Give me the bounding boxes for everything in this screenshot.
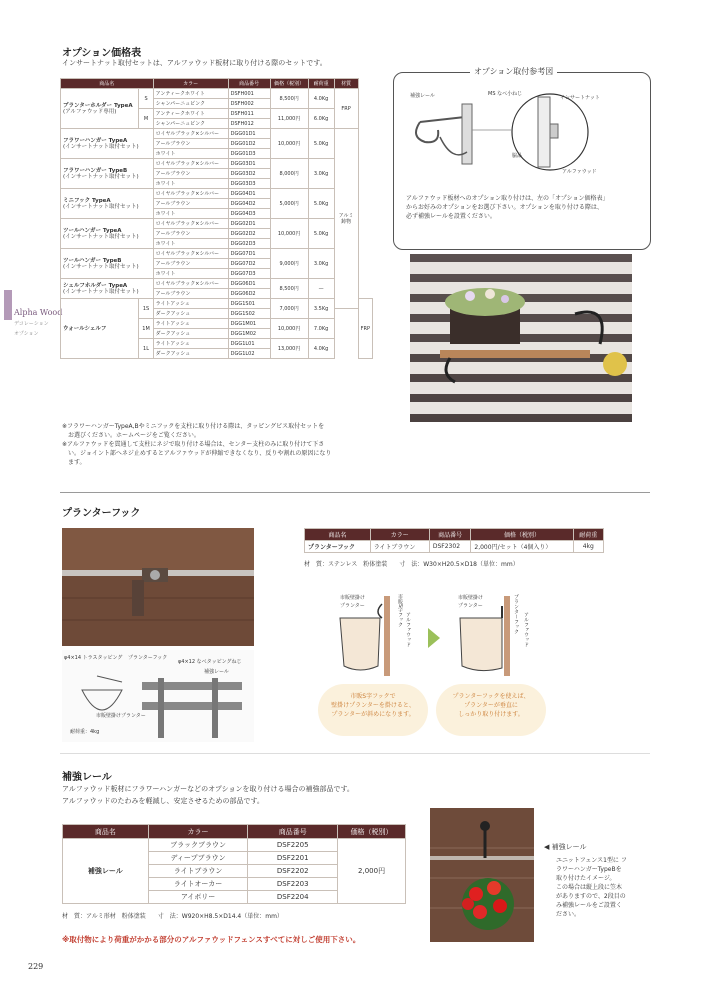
opt-group-name: ミニフック TypeA (インサートナット取付セット) (61, 189, 154, 219)
opt-color: ロイヤルブラック×シルバー (153, 249, 228, 259)
opt-code: DGG04D2 (228, 199, 270, 209)
opt-code: DGG1L01 (228, 339, 270, 349)
side-brand: Alpha Wood (14, 308, 63, 317)
rail-color: ライトブラウン (148, 865, 248, 878)
opt-color: アールブラウン (153, 139, 228, 149)
opt-code: DGG06D2 (228, 289, 270, 299)
opt-price: 7,000円 (270, 299, 308, 319)
opt-color: ホワイト (153, 179, 228, 189)
opt-color: アールブラウン (153, 259, 228, 269)
opt-price: 8,500円 (270, 279, 308, 299)
opt-color: ホワイト (153, 209, 228, 219)
ref-text (406, 194, 646, 221)
caption-title-text: 補強レール (551, 843, 587, 851)
opt-price: 10,000円 (270, 319, 308, 339)
opt-load: 5.0Kg (308, 189, 334, 219)
opt-color: ロイヤルブラック×シルバー (153, 129, 228, 139)
opt-group-name: ツールハンガー TypeB (インサートナット取付セット) (61, 249, 154, 279)
caption-line: ラワーハンガーTypeBを (556, 866, 622, 873)
bubble-line: しっかり取り付けます。 (458, 711, 524, 718)
bad-a: 市販壁掛け (340, 595, 366, 601)
rail-caption-title (544, 842, 587, 852)
opt-color: ロイヤルブラック×シルバー (153, 189, 228, 199)
note-line: ※フラワーハンガーTypeA,Bやミニフックを支柱に取り付ける際は、タッピングビス取付セットを (62, 423, 325, 430)
caption-line: ださい。 (556, 911, 581, 918)
opt-code: DGG06D1 (228, 279, 270, 289)
rail-h-name: 商品名 (63, 825, 149, 839)
option-notes (62, 422, 382, 467)
hook-h-price: 価格（税別） (471, 529, 573, 541)
ref-text-line: アルファウッド板材へのオプション取り付けは、左の「オプション価格表」 (406, 195, 609, 202)
hook-title: プランターフック (62, 508, 141, 519)
opt-code: DGG02D1 (228, 219, 270, 229)
opt-group-name: ツールハンガー TypeA (インサートナット取付セット) (61, 219, 154, 249)
opt-material: FRP (358, 299, 372, 359)
rail-photo (430, 808, 534, 942)
opt-code: DGG1L02 (228, 349, 270, 359)
rail-code: DSF2202 (248, 865, 338, 878)
opt-price: 9,000円 (270, 249, 308, 279)
good-d: アルファウッド (523, 612, 529, 647)
opt-material: FRP (334, 89, 358, 129)
caption-arrow-icon: ◀ (544, 843, 550, 851)
opt-code: DGG1M02 (228, 329, 270, 339)
opt-code: DSFH012 (228, 119, 270, 129)
option-price-table (60, 78, 373, 359)
option-title: オプション価格表 (62, 48, 142, 59)
opt-color: アールブラウン (153, 199, 228, 209)
good-a: 市販壁掛け (458, 595, 484, 601)
opt-load: 3.5Kg (308, 299, 334, 319)
bubble-bad (318, 684, 428, 736)
ref-label-ring: 脇品 (512, 153, 523, 159)
bubble-good (436, 684, 546, 736)
opt-code: DGG03D3 (228, 179, 270, 189)
opt-color: アールブラウン (153, 169, 228, 179)
opt-size: 1S (139, 299, 153, 319)
bad-b: プランター (340, 603, 365, 609)
caption-line: み補強レールをご設置く (556, 902, 622, 909)
opt-load: 3.0Kg (308, 249, 334, 279)
hook-screw4: 補強レール (204, 669, 229, 675)
rail-color: ディープブラウン (148, 852, 248, 865)
rail-spec: 材 質：アルミ形材 粉体塗装 寸 法：W920×H8.5×D14.4（単位：mm） (62, 913, 283, 920)
opt-color: ロイヤルブラック×シルバー (153, 279, 228, 289)
side-sub1: デコレーション (14, 321, 49, 327)
rail-desc1: アルファウッド板材にフラワーハンガーなどのオプションを取り付ける場合の補強部品です。 (62, 785, 354, 793)
opt-color: ホワイト (153, 269, 228, 279)
rail-h-color: カラー (148, 825, 248, 839)
ref-text-line: からお好みのオプションをお選び下さい。オプションを取り付ける際は、 (406, 204, 603, 211)
hook-h-color: カラー (370, 529, 429, 541)
opt-price: 10,000円 (270, 129, 308, 159)
opt-color: ライトアッシュ (153, 319, 228, 329)
opt-load: 7.0Kg (308, 319, 334, 339)
hook-photo (62, 528, 254, 646)
opt-code: DGG04D1 (228, 189, 270, 199)
hook-name: プランターフック (305, 541, 371, 553)
bubble-line: 壁掛けプランターを掛けると、 (331, 702, 415, 709)
hook-h-name: 商品名 (305, 529, 371, 541)
opt-code: DGG1S01 (228, 299, 270, 309)
note-line: ※アルファウッドを貫通して支柱にネジで取り付ける場合は、センター支柱のみに取り付けて下さ (62, 441, 325, 448)
hook-h-code: 商品番号 (429, 529, 471, 541)
opt-load: 5.0Kg (308, 219, 334, 249)
opt-color: ダークアッシュ (153, 349, 228, 359)
opt-code: DGG02D2 (228, 229, 270, 239)
rail-code: DSF2204 (248, 891, 338, 904)
hook-load: 耐荷重：4kg (70, 729, 100, 735)
opt-color: ライトアッシュ (153, 339, 228, 349)
opt-color: シャンパーニュピンク (153, 119, 228, 129)
note-line: い。ジョイント部へネジ止めするとアルファウッドが伸縮できなくなり、反りや割れの原因になり (62, 450, 332, 457)
hook-price: 2,000円/セット（4個入り） (471, 541, 573, 553)
opt-code: DGG07D1 (228, 249, 270, 259)
rail-color: ライトオーカー (148, 878, 248, 891)
good-b: プランター (458, 603, 483, 609)
caption-line: がありますので、2段目の (556, 893, 626, 900)
ref-label-rail: 補強レール (410, 93, 435, 99)
bubble-line: 市販S字フックで (350, 693, 396, 700)
opt-color: シャンパーニュピンク (153, 99, 228, 109)
divider-2 (60, 753, 650, 754)
opt-group-name: ウォールシェルフ (61, 299, 139, 359)
ref-text-line: 必ず補強レールを設置ください。 (406, 213, 496, 220)
hook-color: ライトブラウン (370, 541, 429, 553)
opt-price: 8,500円 (270, 89, 308, 109)
opt-color: アールブラウン (153, 289, 228, 299)
rail-code: DSF2201 (248, 852, 338, 865)
rail-code: DSF2205 (248, 839, 338, 852)
opt-price: 8,000円 (270, 159, 308, 189)
opt-load: 6.0Kg (308, 109, 334, 129)
side-tab (4, 290, 12, 320)
ref-label-nut: インサートナット (560, 95, 600, 101)
opt-price: 5,000円 (270, 189, 308, 219)
opt-h-price: 価格（税別） (270, 79, 308, 89)
opt-size: S (139, 89, 153, 109)
opt-code: DGG03D2 (228, 169, 270, 179)
bad-d: アルファウッド (405, 612, 411, 647)
hook-screw2: プランターフック (128, 655, 168, 661)
rail-color: ブラックブラウン (148, 839, 248, 852)
opt-size: 1L (139, 339, 153, 359)
opt-group-name: プランターホルダー TypeA (アルファウッド専用) (61, 89, 139, 129)
opt-code: DGG01D1 (228, 129, 270, 139)
opt-h-code: 商品番号 (228, 79, 270, 89)
opt-load: 4.0Kg (308, 89, 334, 109)
opt-code: DGG04D3 (228, 209, 270, 219)
opt-price: 10,000円 (270, 219, 308, 249)
opt-code: DSFH002 (228, 99, 270, 109)
opt-group-name: フラワーハンガー TypeB (インサートナット取付セット) (61, 159, 154, 189)
opt-color: ホワイト (153, 239, 228, 249)
opt-load: — (308, 279, 334, 299)
opt-code: DGG1M01 (228, 319, 270, 329)
rail-desc2: アルファウッドのたわみを軽減し、安定させるための部品です。 (62, 797, 264, 805)
opt-color: アールブラウン (153, 229, 228, 239)
bubble-line: プランターが垂直に (464, 702, 518, 709)
opt-h-color: カラー (153, 79, 228, 89)
opt-h-load: 耐荷重 (308, 79, 334, 89)
opt-load: 3.0Kg (308, 159, 334, 189)
opt-color: アンティークホワイト (153, 89, 228, 99)
opt-h-material: 材質 (334, 79, 358, 89)
opt-code: DGG03D1 (228, 159, 270, 169)
opt-code: DSFH001 (228, 89, 270, 99)
arrow-right-icon (428, 628, 440, 648)
caption-line: ユニットフェンス1型に フ (556, 857, 627, 864)
side-sub2: オプション (14, 331, 39, 337)
rail-code: DSF2203 (248, 878, 338, 891)
opt-code: DGG1S02 (228, 309, 270, 319)
rail-h-price: 価格（税別） (338, 825, 406, 839)
opt-color: ロイヤルブラック×シルバー (153, 159, 228, 169)
caption-line: この場合は縦上段に笠木 (556, 884, 623, 891)
fence-photo (410, 254, 632, 422)
opt-code: DGG01D3 (228, 149, 270, 159)
ref-title: オプション取付参考図 (470, 66, 557, 77)
opt-color: ホワイト (153, 149, 228, 159)
rail-caption (556, 856, 656, 919)
page-number: 229 (28, 962, 44, 971)
hook-load-value: 4kg (573, 541, 603, 553)
hook-code: DSF2302 (429, 541, 471, 553)
opt-group-name: フラワーハンガー TypeA (インサートナット取付セット) (61, 129, 154, 159)
opt-code: DGG07D3 (228, 269, 270, 279)
opt-size: 1M (139, 319, 153, 339)
hook-screw1: φ4×14 トラスタッピング (64, 655, 123, 661)
rail-table (62, 824, 406, 904)
rail-name: 補強レール (63, 839, 149, 904)
opt-code: DSFH011 (228, 109, 270, 119)
opt-code: DGG07D2 (228, 259, 270, 269)
bubble-line: プランターフックを使えば、 (452, 693, 530, 700)
hook-screw3: φ4×12 なべタッピングねじ (178, 659, 242, 665)
hook-h-load: 耐荷重 (573, 529, 603, 541)
bubble-line: プランターが斜めになります。 (331, 711, 415, 718)
ref-label-ms: MS なべ小ねじ (488, 91, 523, 97)
ref-label-aw: アルファウッド (562, 169, 597, 175)
opt-price: 13,000円 (270, 339, 308, 359)
opt-material: アルミ鋳物 (334, 129, 358, 309)
opt-h-name: 商品名 (61, 79, 154, 89)
opt-code: DGG01D2 (228, 139, 270, 149)
rail-h-code: 商品番号 (248, 825, 338, 839)
opt-color: アンティークホワイト (153, 109, 228, 119)
opt-group-name: シェルフホルダー TypeA (インサートナット取付セット) (61, 279, 154, 299)
hook-table (304, 528, 604, 553)
rail-warning: ※取付物により荷重がかかる部分のアルファウッドフェンスすべてに対しご使用下さい。 (62, 935, 361, 944)
opt-color: ダークアッシュ (153, 329, 228, 339)
opt-size: M (139, 109, 153, 129)
opt-load: 5.0Kg (308, 129, 334, 159)
hook-spec: 材 質：ステンレス 粉体塗装 寸 法：W30×H20.5×D18（単位：mm） (304, 561, 519, 568)
note-line: お選びください。ホームページをご覧ください。 (62, 432, 200, 439)
divider-1 (60, 492, 650, 493)
caption-line: 取り付けたイメージ。 (556, 875, 616, 882)
bad-c: 市販S字フック (397, 594, 403, 628)
note-line: ます。 (62, 459, 86, 466)
opt-color: ダークアッシュ (153, 309, 228, 319)
good-c: プランターフック (513, 594, 519, 634)
opt-color: ロイヤルブラック×シルバー (153, 219, 228, 229)
option-subtitle: インサートナット取付セットは、アルファウッド板材に取り付ける際のセットです。 (62, 59, 327, 67)
rail-title: 補強レール (62, 772, 112, 783)
opt-code: DGG02D3 (228, 239, 270, 249)
opt-color: ライトアッシュ (153, 299, 228, 309)
rail-color: アイボリー (148, 891, 248, 904)
opt-price: 11,000円 (270, 109, 308, 129)
rail-price: 2,000円 (338, 839, 406, 904)
hook-planter: 市販壁掛けプランター (96, 713, 146, 719)
opt-load: 4.0Kg (308, 339, 334, 359)
